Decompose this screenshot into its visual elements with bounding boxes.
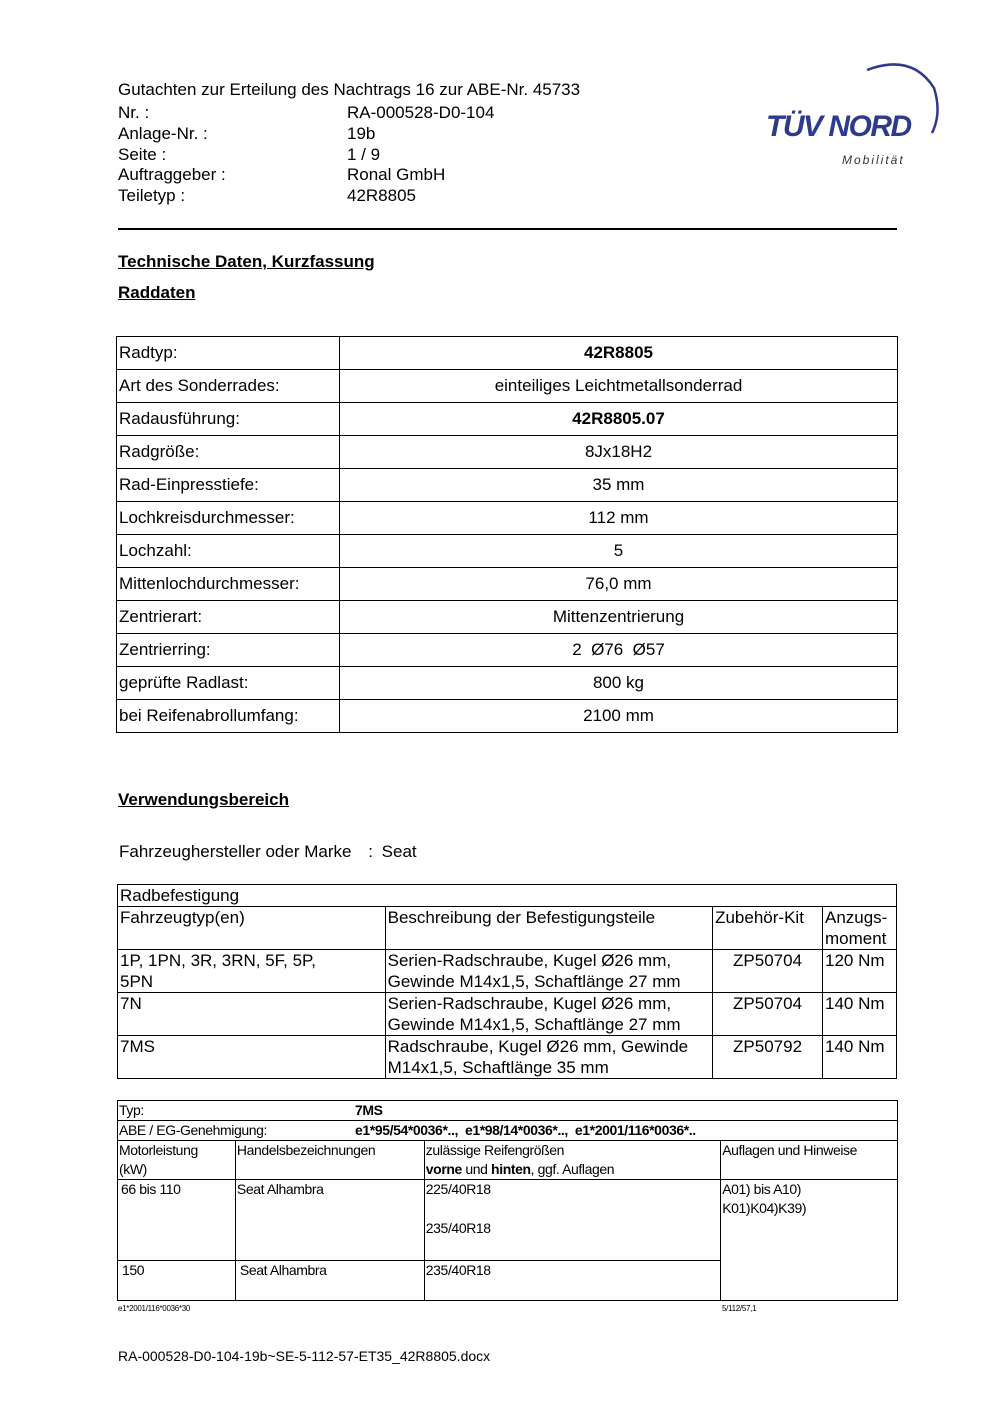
- fahrzeugtyp-line: 7N: [120, 994, 142, 1013]
- header-key: Anlage-Nr. :: [118, 124, 208, 143]
- radbefestigung-title: Radbefestigung: [118, 885, 897, 907]
- fahrzeugtyp-cell: [118, 950, 386, 993]
- fahrzeugtyp-cell: [118, 993, 386, 1036]
- anzugsmoment-cell: 140 Nm: [822, 1036, 896, 1079]
- typ-value: 7MS: [355, 1102, 383, 1118]
- table-row: [118, 993, 897, 1036]
- raddaten-value: einteiliges Leichtmetallsonderrad: [340, 370, 898, 403]
- table-header-row: [118, 907, 897, 950]
- typ-row: [118, 1101, 898, 1121]
- handelsbezeichnung-cell: Seat Alhambra: [235, 1180, 424, 1261]
- raddaten-label: Zentrierring:: [117, 634, 340, 667]
- document-title: Gutachten zur Erteilung des Nachtrags 16 zur ABE-Nr. 45733: [118, 80, 581, 99]
- table-row: [117, 634, 898, 667]
- header-vorne: vorne: [425, 1161, 462, 1177]
- logo-brand-text: TÜV NORD: [766, 110, 911, 143]
- raddaten-label: Radausführung:: [117, 403, 340, 436]
- beschreibung-cell: [385, 1036, 712, 1079]
- tuv-nord-logo: [762, 58, 942, 173]
- header-reifengroessen-line1: zulässige Reifengrößen: [425, 1142, 565, 1158]
- header-key: Teiletyp :: [118, 186, 186, 205]
- beschreibung-line: Serien-Radschraube, Kugel Ø26 mm,: [387, 951, 672, 970]
- footer-filename: RA-000528-D0-104-19b~SE-5-112-57-ET35_42R8805.docx: [118, 1348, 491, 1364]
- raddaten-label: Zentrierart:: [117, 601, 340, 634]
- raddaten-value: Mittenzentrierung: [340, 601, 898, 634]
- header-row-anlage: [118, 123, 375, 144]
- auflagen-line: K01)K04)K39): [722, 1200, 807, 1216]
- header-hinten: hinten: [491, 1161, 531, 1177]
- zubehoer-kit-cell: ZP50704: [713, 993, 823, 1036]
- header-auflagen-suffix: , ggf. Auflagen: [530, 1161, 615, 1177]
- raddaten-table: [116, 336, 898, 733]
- approval-code-small: e1*2001/116*0036*30: [118, 1304, 191, 1313]
- anzugsmoment-cell: 120 Nm: [822, 950, 896, 993]
- header-key: Nr. :: [118, 103, 150, 122]
- section-verwendungsbereich: Verwendungsbereich: [118, 790, 289, 809]
- raddaten-label: Rad-Einpresstiefe:: [117, 469, 340, 502]
- auflagen-line: A01) bis A10): [722, 1181, 802, 1197]
- raddaten-label: geprüfte Radlast:: [117, 667, 340, 700]
- table-row: [118, 1121, 898, 1141]
- raddaten-value: 35 mm: [340, 469, 898, 502]
- raddaten-label: Lochkreisdurchmesser:: [117, 502, 340, 535]
- beschreibung-line: Gewinde M14x1,5, Schaftlänge 27 mm: [387, 972, 681, 991]
- fahrzeughersteller-sep: :: [368, 842, 373, 861]
- typ-table: [117, 1100, 898, 1301]
- table-row: [118, 1101, 898, 1121]
- raddaten-label: Radgröße:: [117, 436, 340, 469]
- header-und: und: [461, 1161, 492, 1177]
- header-anzugsmoment: [822, 907, 896, 950]
- typ-label: Typ:: [119, 1102, 144, 1118]
- raddaten-label: Art des Sonderrades:: [117, 370, 340, 403]
- table-row: [117, 436, 898, 469]
- reifengroesse: 225/40R18: [425, 1181, 491, 1197]
- beschreibung-cell: [385, 950, 712, 993]
- table-row: [117, 403, 898, 436]
- raddaten-value: 5: [340, 535, 898, 568]
- table-row: [117, 337, 898, 370]
- section-technische-daten: Technische Daten, Kurzfassung: [118, 252, 375, 271]
- header-handelsbezeichnungen: Handelsbezeichnungen: [235, 1141, 424, 1180]
- fahrzeugtyp-line: 1P, 1PN, 3R, 3RN, 5F, 5P,: [120, 951, 316, 970]
- table-row: [117, 502, 898, 535]
- anzugsmoment-cell: 140 Nm: [822, 993, 896, 1036]
- zubehoer-kit-cell: ZP50792: [713, 1036, 823, 1079]
- raddaten-value: 112 mm: [340, 502, 898, 535]
- header-value: Ronal GmbH: [347, 165, 446, 184]
- raddaten-value: 2 Ø76 Ø57: [340, 634, 898, 667]
- header-fahrzeugtyp: Fahrzeugtyp(en): [118, 907, 386, 950]
- table-row: [117, 535, 898, 568]
- abe-row: [118, 1121, 898, 1141]
- header-anzugsmoment-line2: moment: [824, 929, 887, 948]
- header-key: Auftraggeber :: [118, 165, 226, 184]
- abe-value: e1*95/54*0036*.., e1*98/14*0036*.., e1*2001/116*0036*..: [355, 1122, 696, 1138]
- motorleistung-cell: 66 bis 110: [118, 1180, 236, 1261]
- logo-sub-text: Mobilität: [842, 153, 905, 167]
- auflagen-cell: [721, 1180, 898, 1301]
- radbefestigung-table: [117, 884, 897, 1079]
- beschreibung-cell: [385, 993, 712, 1036]
- header-reifengroessen-line2: [426, 1160, 719, 1179]
- motorleistung-cell: 150: [118, 1261, 236, 1301]
- raddaten-value: 2100 mm: [340, 700, 898, 733]
- beschreibung-line: Gewinde M14x1,5, Schaftlänge 27 mm: [387, 1015, 681, 1034]
- raddaten-label: Radtyp:: [117, 337, 340, 370]
- header-divider: [118, 228, 897, 230]
- reifengroesse: 235/40R18: [425, 1220, 491, 1236]
- beschreibung-line: Radschraube, Kugel Ø26 mm, Gewinde: [387, 1037, 689, 1056]
- header-row-nr: [118, 102, 494, 123]
- beschreibung-line: M14x1,5, Schaftlänge 35 mm: [387, 1058, 609, 1077]
- fahrzeugtyp-cell: [118, 1036, 386, 1079]
- header-row-teiletyp: [118, 185, 416, 206]
- zubehoer-kit-cell: ZP50704: [713, 950, 823, 993]
- section-raddaten: Raddaten: [118, 283, 196, 302]
- header-auflagen-hinweise: Auflagen und Hinweise: [721, 1141, 898, 1180]
- header-motorleistung: [118, 1141, 236, 1180]
- header-value: RA-000528-D0-104: [347, 103, 495, 122]
- table-row: [118, 1036, 897, 1079]
- header-value: 1 / 9: [347, 145, 381, 164]
- fahrzeugtyp-line: 5PN: [120, 972, 154, 991]
- table-header-row: [118, 1141, 898, 1180]
- table-row: [117, 700, 898, 733]
- fahrzeughersteller-line: [119, 842, 417, 862]
- raddaten-label: Mittenlochdurchmesser:: [117, 568, 340, 601]
- header-anzugsmoment-line1: Anzugs-: [824, 908, 888, 927]
- table-row: [117, 667, 898, 700]
- reifengroessen-cell: [424, 1261, 720, 1301]
- header-row-auftraggeber: [118, 164, 445, 185]
- table-row: [118, 950, 897, 993]
- table-row: [117, 469, 898, 502]
- reifengroessen-cell: [424, 1180, 720, 1261]
- header-row-seite: [118, 144, 380, 165]
- header-value: 19b: [347, 124, 376, 143]
- fahrzeugtyp-line: 7MS: [120, 1037, 155, 1056]
- header-beschreibung: Beschreibung der Befestigungsteile: [385, 907, 712, 950]
- abe-label: ABE / EG-Genehmigung:: [119, 1122, 268, 1138]
- header-reifengroessen: [424, 1141, 720, 1180]
- fahrzeughersteller-label: Fahrzeughersteller oder Marke: [119, 842, 352, 861]
- beschreibung-line: Serien-Radschraube, Kugel Ø26 mm,: [387, 994, 672, 1013]
- raddaten-label: Lochzahl:: [117, 535, 340, 568]
- header-motorleistung-line2: (kW): [119, 1161, 147, 1177]
- header-value: 42R8805: [347, 186, 417, 205]
- raddaten-value: 800 kg: [340, 667, 898, 700]
- handelsbezeichnung-cell: Seat Alhambra: [235, 1261, 424, 1301]
- raddaten-label: bei Reifenabrollumfang:: [117, 700, 340, 733]
- table-row: [118, 885, 897, 907]
- raddaten-value: 76,0 mm: [340, 568, 898, 601]
- raddaten-value: 8Jx18H2: [340, 436, 898, 469]
- fahrzeughersteller-value: Seat: [381, 842, 417, 861]
- raddaten-value: 42R8805: [340, 337, 898, 370]
- table-row: [118, 1180, 898, 1261]
- table-row: [117, 601, 898, 634]
- table-row: [117, 568, 898, 601]
- table-row: [117, 370, 898, 403]
- header-zubehoer-kit: Zubehör-Kit: [713, 907, 823, 950]
- pattern-code-small: 5/112/57,1: [722, 1304, 757, 1313]
- header-key: Seite :: [118, 145, 167, 164]
- header-motorleistung-line1: Motorleistung: [119, 1142, 198, 1158]
- reifengroesse: 235/40R18: [425, 1262, 491, 1278]
- raddaten-value: 42R8805.07: [340, 403, 898, 436]
